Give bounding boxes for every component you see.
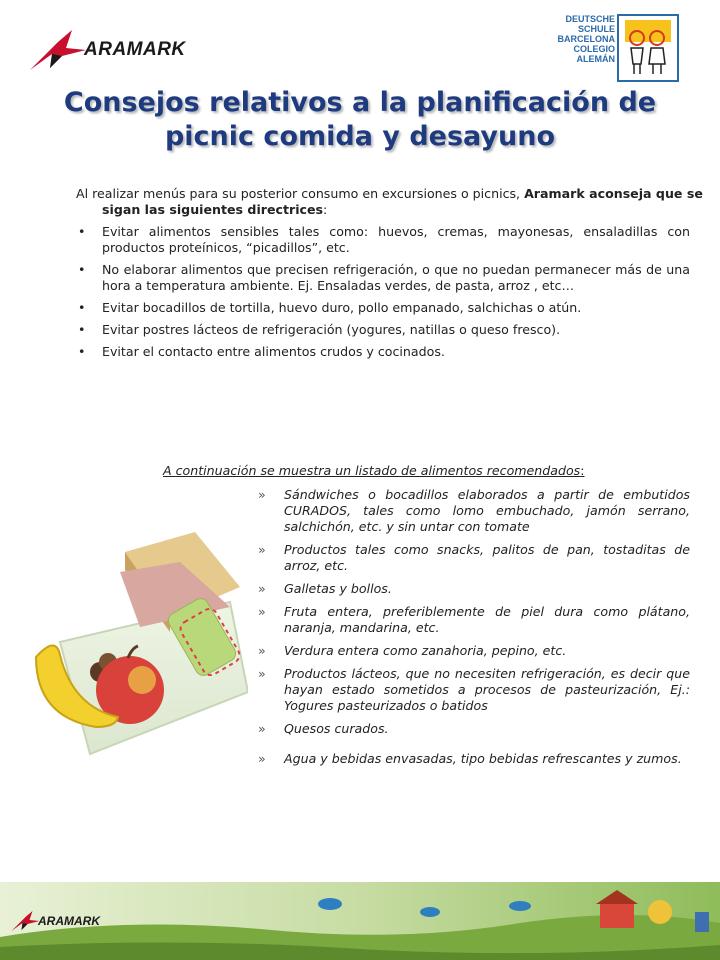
school-name: DEUTSCHE SCHULE BARCELONA COLEGIO ALEMÁN (557, 14, 615, 64)
list-item: » Sándwiches o bocadillos elaborados a partir de embutidos CURADOS, tales como lomo embuchado, jamón serrano, salchichón, etc. y sin untar con tomate (258, 487, 690, 534)
children-drawing-icon (619, 16, 677, 80)
bullet-icon: • (78, 262, 86, 277)
list-item: • Evitar postres lácteos de refrigeración (yogures, natillas o queso fresco). (78, 322, 561, 337)
title-line-2: picnic comida y desayuno (164, 121, 556, 152)
footer-aramark-wordmark: ARAMARK (38, 914, 100, 928)
lunchbox-photo (30, 492, 248, 760)
bullet-icon: • (78, 224, 86, 239)
intro-bold: Aramark aconseja que se sigan las siguientes directrices (102, 186, 703, 217)
aramark-logo (28, 28, 186, 72)
recommended-heading: A continuación se muestra un listado de alimentos recomendados: (163, 463, 585, 478)
list-item: • Evitar alimentos sensibles tales como: huevos, cremas, mayonesas, ensaladillas con productos proteínicos, “picadillos”, etc. (78, 224, 690, 255)
arrow-bullet-icon: » (258, 487, 266, 502)
arrow-bullet-icon: » (258, 751, 266, 766)
arrow-bullet-icon: » (258, 542, 266, 557)
arrow-bullet-icon: » (258, 604, 266, 619)
footer-aramark-logo (10, 910, 100, 932)
list-item: » Quesos curados. (258, 721, 389, 736)
school-logo (545, 14, 677, 78)
list-item: » Productos lácteos, que no necesiten refrigeración, es decir que hayan estado sometidos a procesos de pasteurización, Ej.: Yogures pasteurizados o batidos (258, 666, 690, 713)
lunchbox-image (30, 492, 248, 760)
list-item: • Evitar el contacto entre alimentos crudos y cocinados. (78, 344, 445, 359)
avoid-list (78, 224, 690, 366)
aramark-star-icon (28, 28, 90, 72)
arrow-bullet-icon: » (258, 666, 266, 681)
bullet-icon: • (78, 344, 86, 359)
list-item: » Fruta entera, preferiblemente de piel dura como plátano, naranja, mandarina, etc. (258, 604, 690, 635)
arrow-bullet-icon: » (258, 721, 266, 736)
page-title (20, 86, 700, 154)
arrow-bullet-icon: » (258, 643, 266, 658)
school-emblem (617, 14, 679, 82)
footer-landscape (0, 882, 720, 960)
list-item: • Evitar bocadillos de tortilla, huevo duro, pollo empanado, salchichas o atún. (78, 300, 582, 315)
footer-banner (0, 882, 720, 960)
bullet-icon: • (78, 322, 86, 337)
list-item: » Agua y bebidas envasadas, tipo bebidas refrescantes y zumos. (258, 751, 682, 766)
recommended-list (258, 487, 690, 774)
list-item: • No elaborar alimentos que precisen refrigeración, o que no puedan permanecer más de una hora a temperatura ambiente. Ej. Ensaladas verdes, de pasta, arroz , etc… (78, 262, 690, 293)
arrow-bullet-icon: » (258, 581, 266, 596)
intro-paragraph: Al realizar menús para su posterior consumo en excursiones o picnics, Aramark aconseja que se sigan las siguientes directrices: (76, 186, 703, 217)
list-item: » Productos tales como snacks, palitos de pan, tostaditas de arroz, etc. (258, 542, 690, 573)
list-item: » Galletas y bollos. (258, 581, 392, 596)
bullet-icon: • (78, 300, 86, 315)
list-item: » Verdura entera como zanahoria, pepino, etc. (258, 643, 567, 658)
title-line-1: Consejos relativos a la planificación de (63, 87, 657, 118)
aramark-wordmark: ARAMARK (84, 39, 186, 60)
